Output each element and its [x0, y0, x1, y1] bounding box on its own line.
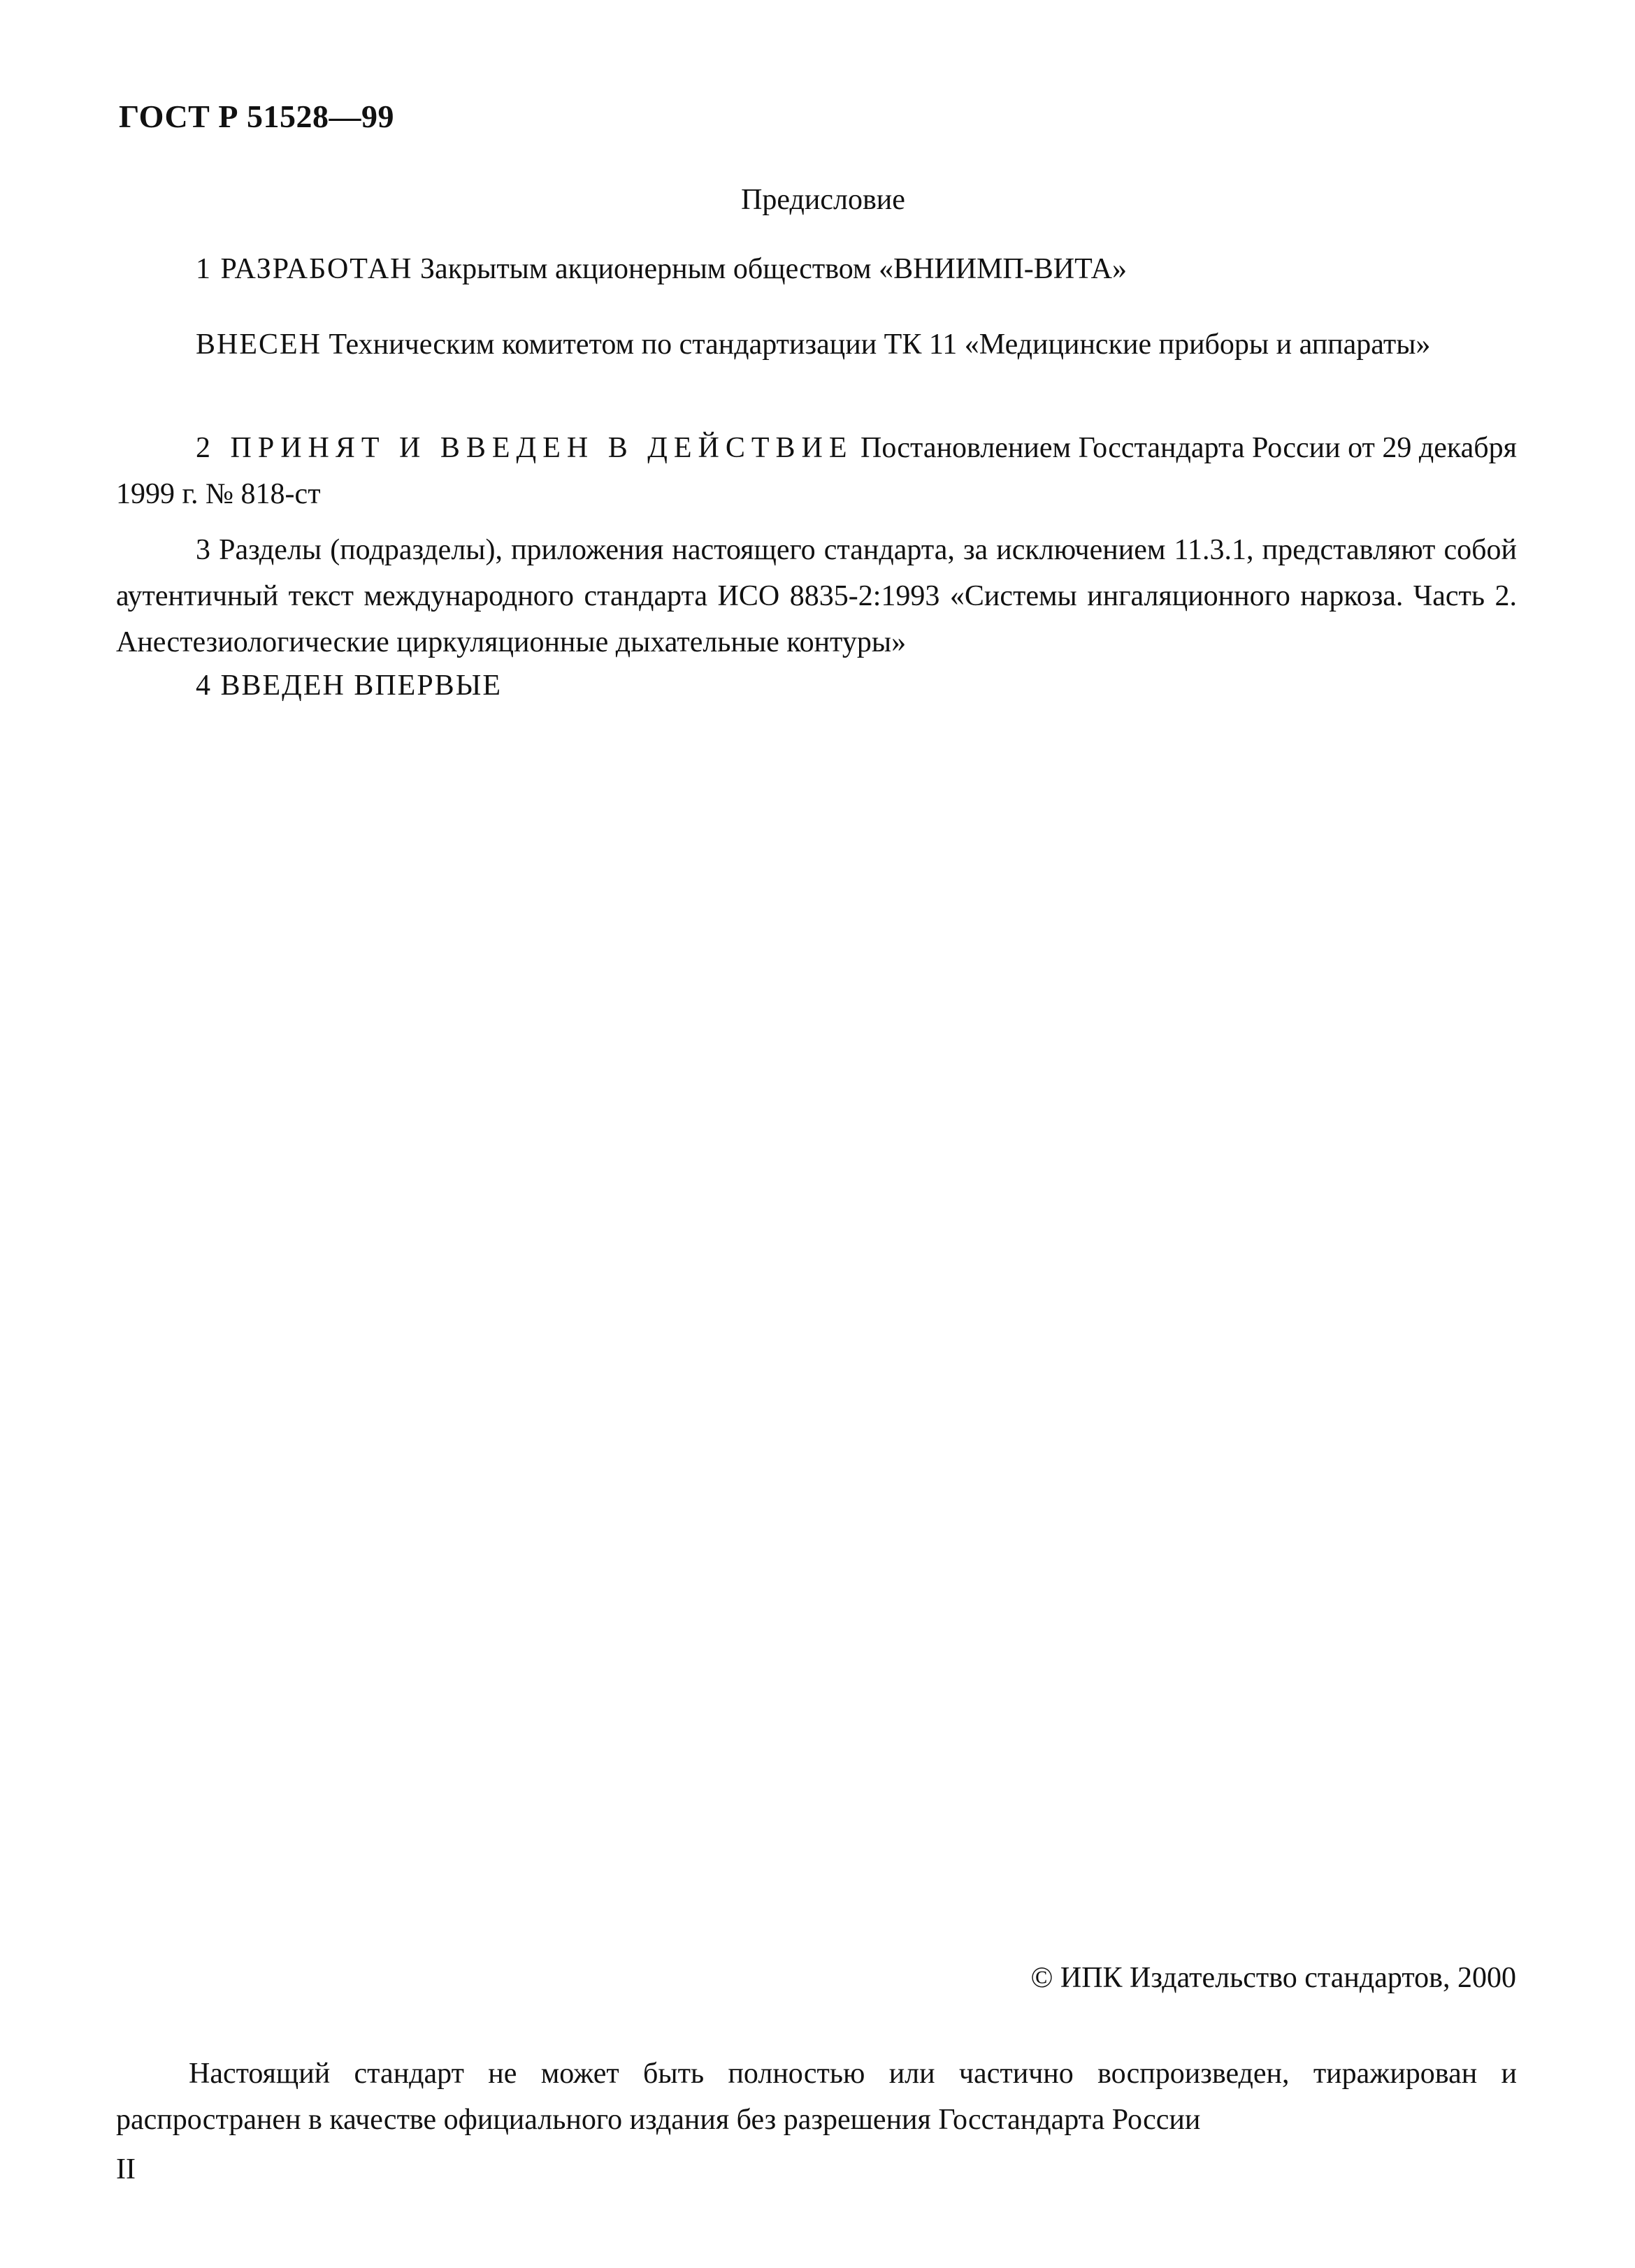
item-text-developed: Закрытым акционерным обществом «ВНИИМП-ВИТА» [412, 253, 1127, 285]
foreword-item-first-introduced: 4 ВВЕДЕН ВПЕРВЫЕ [196, 670, 502, 702]
copyright-line: © ИПК Издательство стандартов, 2000 [1030, 1962, 1516, 1994]
foreword-item-introduced [116, 322, 1517, 368]
foreword-item-developed [116, 246, 1517, 292]
foreword-heading: Предисловие [741, 184, 905, 216]
page-number: II [116, 2153, 136, 2186]
item-lead-developed: 1 РАЗРАБОТАН [196, 253, 413, 285]
item-lead-adopted: 2 ПРИНЯТ И ВВЕДЕН В ДЕЙСТВИЕ [196, 432, 853, 464]
document-code: ГОСТ Р 51528—99 [119, 99, 394, 134]
foreword-item-adopted [116, 425, 1517, 517]
foreword-item-sections: 3 Разделы (подразделы), приложения настоящего стандарта, за исключением 11.3.1, представляют собой аутентичный текст международного стандарта ИСО 8835-2:1993 «Системы ингаляционного наркоза. Часть 2. Анестезиологические циркуляционные дыхательные контуры» [116, 534, 1517, 658]
item-text-introduced: Техническим комитетом по стандартизации ТК 11 «Медицинские приборы и аппараты» [322, 328, 1431, 361]
item-text-adopted: Постановлением Госстандарта России от 29 декабря 1999 г. № 818-ст [116, 432, 1517, 510]
item-lead-introduced: ВНЕСЕН [196, 328, 322, 361]
reproduction-notice: Настоящий стандарт не может быть полностью или частично воспроизведен, тиражирован и распространен в качестве официального издания без разрешения Госстандарта России [116, 2058, 1517, 2136]
